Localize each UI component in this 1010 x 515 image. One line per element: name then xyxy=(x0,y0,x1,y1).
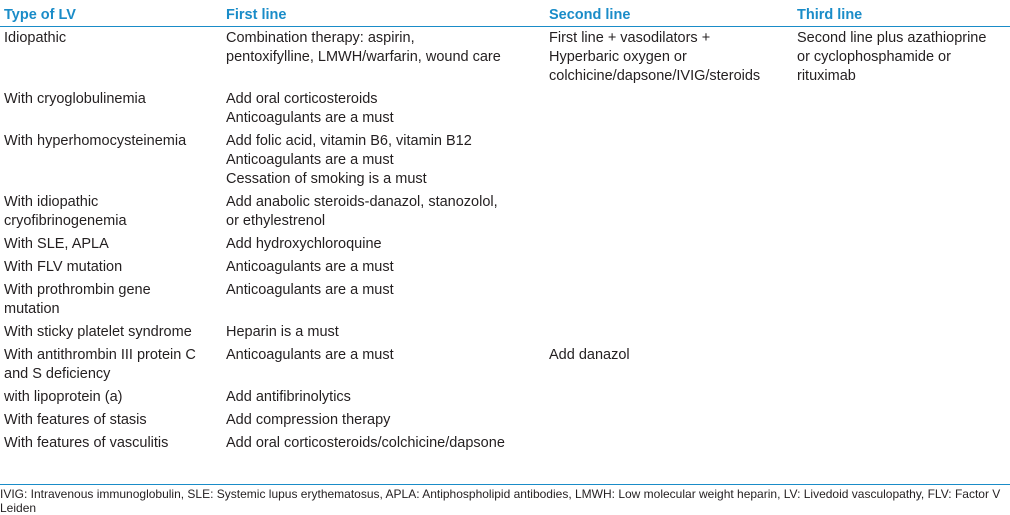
cell-text-line: Add folic acid, vitamin B6, vitamin B12 xyxy=(226,133,472,149)
table-row xyxy=(0,321,1010,344)
cell-text-line: Add oral corticosteroids xyxy=(226,91,378,107)
third-line-cell xyxy=(793,344,1010,386)
first-line-cell xyxy=(222,432,545,455)
type-cell xyxy=(0,88,222,130)
third-line-cell xyxy=(793,409,1010,432)
cell-text-line: cryofibrinogenemia xyxy=(4,213,127,229)
cell-text-line: and S deficiency xyxy=(4,366,111,382)
table-row xyxy=(0,279,1010,321)
table-row xyxy=(0,256,1010,279)
third-line-cell xyxy=(793,27,1010,89)
header-type-of-lv: Type of LV xyxy=(0,4,222,27)
second-line-cell xyxy=(545,88,793,130)
cell-text-line: Anticoagulants are a must xyxy=(226,347,394,363)
cell-text-line: Add compression therapy xyxy=(226,412,391,428)
cell-text-line: Add oral corticosteroids/colchicine/dapsone xyxy=(226,435,505,451)
first-line-cell xyxy=(222,256,545,279)
third-line-cell xyxy=(793,233,1010,256)
cell-text-line: Combination therapy: aspirin, xyxy=(226,30,415,46)
third-line-cell xyxy=(793,386,1010,409)
footnote: IVIG: Intravenous immunoglobulin, SLE: Systemic lupus erythematosus, APLA: Antiphospholipid antibodies, LMWH: Low molecular weight heparin, LV: Livedoid vasculopathy, FLV: Factor V Leiden xyxy=(0,484,1010,515)
cell-text-line: Anticoagulants are a must xyxy=(226,282,394,298)
type-cell xyxy=(0,432,222,455)
third-line-cell xyxy=(793,88,1010,130)
cell-text-line: Hyperbaric oxygen or xyxy=(549,49,687,65)
first-line-cell xyxy=(222,88,545,130)
cell-text-line: Second line plus azathioprine xyxy=(797,30,987,46)
header-row xyxy=(0,4,1010,27)
second-line-cell xyxy=(545,409,793,432)
second-line-cell xyxy=(545,321,793,344)
header-second-line: Second line xyxy=(545,4,793,27)
table-row xyxy=(0,191,1010,233)
type-cell xyxy=(0,191,222,233)
cell-text-line: Add danazol xyxy=(549,347,630,363)
table-row xyxy=(0,432,1010,455)
cell-text-line: pentoxifylline, LMWH/warfarin, wound care xyxy=(226,49,501,65)
table-row xyxy=(0,88,1010,130)
cell-text-line: mutation xyxy=(4,301,60,317)
cell-text-line: Cessation of smoking is a must xyxy=(226,171,427,187)
third-line-cell xyxy=(793,279,1010,321)
cell-text-line: Heparin is a must xyxy=(226,324,339,340)
cell-text-line: With prothrombin gene xyxy=(4,282,151,298)
cell-text-line: colchicine/dapsone/IVIG/steroids xyxy=(549,68,761,84)
cell-text-line: with lipoprotein (a) xyxy=(4,389,123,405)
first-line-cell xyxy=(222,409,545,432)
second-line-cell xyxy=(545,344,793,386)
cell-text-line: rituximab xyxy=(797,68,856,84)
type-cell xyxy=(0,344,222,386)
third-line-cell xyxy=(793,130,1010,191)
second-line-cell xyxy=(545,233,793,256)
second-line-cell xyxy=(545,256,793,279)
type-cell xyxy=(0,27,222,89)
table-row xyxy=(0,130,1010,191)
treatment-table xyxy=(0,4,1010,455)
type-cell xyxy=(0,386,222,409)
cell-text-line: With sticky platelet syndrome xyxy=(4,324,192,340)
cell-text-line: With SLE, APLA xyxy=(4,236,109,252)
table-row xyxy=(0,233,1010,256)
type-cell xyxy=(0,321,222,344)
third-line-cell xyxy=(793,432,1010,455)
cell-text-line: With FLV mutation xyxy=(4,259,123,275)
cell-text-line: Add antifibrinolytics xyxy=(226,389,351,405)
type-cell xyxy=(0,279,222,321)
cell-text-line: Idiopathic xyxy=(4,30,67,46)
cell-text-line: With cryoglobulinemia xyxy=(4,91,146,107)
cell-text-line: or ethylestrenol xyxy=(226,213,326,229)
cell-text-line: Anticoagulants are a must xyxy=(226,259,394,275)
third-line-cell xyxy=(793,256,1010,279)
first-line-cell xyxy=(222,321,545,344)
cell-text-line: With idiopathic xyxy=(4,194,99,210)
first-line-cell xyxy=(222,191,545,233)
cell-text-line: Anticoagulants are a must xyxy=(226,152,394,168)
cell-text-line: Add hydroxychloroquine xyxy=(226,236,382,252)
first-line-cell xyxy=(222,344,545,386)
second-line-cell xyxy=(545,130,793,191)
cell-text-line: Add anabolic steroids-danazol, stanozolol, xyxy=(226,194,498,210)
first-line-cell xyxy=(222,279,545,321)
third-line-cell xyxy=(793,191,1010,233)
table-row xyxy=(0,409,1010,432)
second-line-cell xyxy=(545,279,793,321)
cell-text-line: With antithrombin III protein C xyxy=(4,347,196,363)
type-cell xyxy=(0,409,222,432)
cell-text-line: With features of stasis xyxy=(4,412,147,428)
header-first-line: First line xyxy=(222,4,545,27)
type-cell xyxy=(0,256,222,279)
table-row xyxy=(0,344,1010,386)
second-line-cell xyxy=(545,27,793,89)
first-line-cell xyxy=(222,27,545,89)
cell-text-line: With hyperhomocysteinemia xyxy=(4,133,187,149)
cell-text-line: or cyclophosphamide or xyxy=(797,49,951,65)
table-row xyxy=(0,27,1010,89)
type-cell xyxy=(0,130,222,191)
cell-text-line: With features of vasculitis xyxy=(4,435,169,451)
first-line-cell xyxy=(222,386,545,409)
second-line-cell xyxy=(545,191,793,233)
table-body xyxy=(0,27,1010,456)
first-line-cell xyxy=(222,233,545,256)
type-cell xyxy=(0,233,222,256)
cell-text-line: First line + vasodilators + xyxy=(549,30,711,46)
header-third-line: Third line xyxy=(793,4,1010,27)
third-line-cell xyxy=(793,321,1010,344)
table-row xyxy=(0,386,1010,409)
first-line-cell xyxy=(222,130,545,191)
second-line-cell xyxy=(545,432,793,455)
cell-text-line: Anticoagulants are a must xyxy=(226,110,394,126)
second-line-cell xyxy=(545,386,793,409)
